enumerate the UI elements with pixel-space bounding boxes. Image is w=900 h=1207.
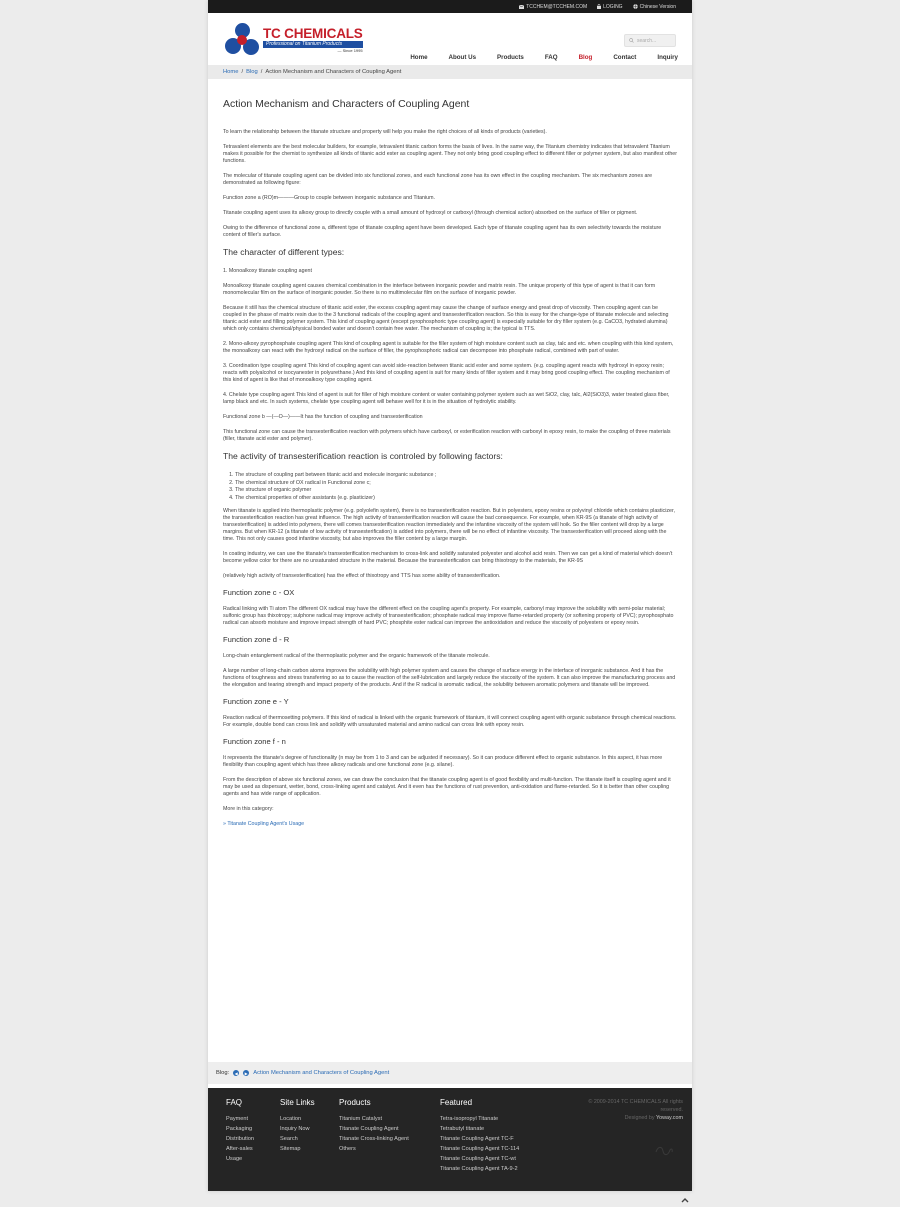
breadcrumb-blog[interactable]: Blog — [246, 69, 258, 75]
footer-heading: FAQ — [226, 1098, 243, 1107]
footer-link[interactable]: Sitemap — [280, 1146, 301, 1152]
list-item: 3. The structure of organic polymer — [235, 487, 677, 495]
factor-list — [235, 472, 677, 502]
paragraph: Function zone a (RO)m———Group to couple between inorganic substance and Titanium. — [223, 195, 435, 201]
email-link[interactable] — [519, 4, 587, 10]
paragraph: (relatively high activity of transesterification) has the effect of thixotropy and TTS has some ability of transesterification. — [223, 573, 501, 580]
email-text: TCCHEM@TCCHEM.COM — [526, 3, 588, 10]
section-heading: The activity of transesterification reaction is controled by following factors: — [223, 451, 503, 461]
nav-contact[interactable]: Contact — [613, 54, 637, 61]
paragraph: When titanate is applied into thermoplastic polymer (e.g. polyolefin system), there is no transesterification reaction. But in polyesters, epoxy resins or polyvinyl chloride which contains plasticizer, the transesterification reaction has great influence. The high activity of transesterification reaction will cause the bad consequence. For example, when KR-9S (a titanate of high activity of transesterification) is added into polymers, there will comes transesterification reaction immediately and the infantine viscosity of the system will hoik. So the filler content will drop by a large margins. But when KR-12 (a titanate of low activity of transesterification) is added into polymers, there will be no effect of infantine viscosity. The transesterification will proceed along with the time. This not only causes good infantine viscosity, but also improves the filler content by a large margin. — [223, 508, 675, 543]
article-body — [208, 79, 692, 828]
footer-link[interactable]: Others — [339, 1146, 356, 1152]
previous-icon[interactable]: ◀ — [234, 1070, 238, 1076]
copyright-text: © 2009-2014 TC CHEMICALS All rights reserved. — [588, 1099, 683, 1113]
footer-link[interactable]: Packaging — [226, 1126, 253, 1132]
paragraph: Long-chain entanglement radical of the thermoplastic polymer and the organic framework of the titanate molecule. — [223, 653, 490, 660]
paragraph: Because it still has the chemical structure of titanic acid ester, the excess coupling agent may cause the change of surface energy and great drop of viscosity. Then coupling agent can be coupled in the phase of matrix resin due to the 3 functional radicals of the coupling agent and transesterification reaction. So this is easy for the change-type of titanate molecule and selecting titanic acid ester and filling polymer system. This kind of coupling agent (except pyrophosphoric type coupling agent) is especially suitable for dry filler system (e.g. CaCO3, hydrated alumina) which only contains chemical/physical bonded water and doesn't contain free water. The mechanism of coupling is; the typical is TTS. — [223, 305, 669, 332]
globe-icon — [633, 4, 638, 9]
paragraph: Owing to the difference of functional zone a, different type of titanate coupling agent have been developed. Each type of titanate coupling agent has its own selectivity towards the moisture content of filler's surface. — [223, 225, 662, 238]
main-nav — [389, 54, 678, 61]
mail-icon — [519, 5, 524, 9]
paragraph: 4. Chelate type coupling agent This kind of agent is suit for filler of high moisture content or water containing polymer system such as wet SiO2, clay, talc, Al2(SiO3)3, water treated glass fiber, lamp black and etc. In such systems, chelate type coupling agent will behave well for it is in the situation of hydrolytic stability. — [223, 392, 670, 405]
designed-by-label: Designed by — [624, 1115, 655, 1121]
related-article-link[interactable]: » Titanate Coupling Agent's Usage — [223, 821, 305, 828]
footer-link[interactable]: Distribution — [226, 1136, 254, 1142]
footer-heading: Site Links — [280, 1098, 315, 1107]
site-logo[interactable] — [225, 23, 363, 57]
nav-home[interactable]: Home — [410, 54, 428, 61]
footer-link[interactable]: Tetrabutyl titanate — [440, 1126, 485, 1132]
blogbar-current-link[interactable]: Action Mechanism and Characters of Coupling Agent — [253, 1070, 390, 1076]
logo-mark-icon — [225, 23, 261, 57]
nav-blog[interactable]: Blog — [578, 54, 593, 61]
paragraph: To learn the relationship between the titanate structure and property will help you make the right choices of all kinds of products (varieties). — [223, 129, 547, 135]
blog-navigation-bar — [208, 1062, 692, 1084]
subsection-heading: Function zone f - n — [223, 737, 286, 747]
footer-link[interactable]: Titanium Catalyst — [339, 1116, 383, 1122]
footer-faq-column — [226, 1098, 254, 1164]
site-footer — [208, 1088, 692, 1191]
footer-copyright — [573, 1098, 683, 1122]
paragraph: Functional zone b —(—O—)——It has the function of coupling and transesterification — [223, 414, 423, 420]
footer-link[interactable]: Titanate Coupling Agent TC-F — [440, 1136, 514, 1142]
paragraph: 3. Coordination type coupling agent This kind of coupling agent can avoid side-reaction between titanic acid ester and some system. (e.g. coupling agent reacts with hydroxyl in epoxy resin; reacts with polyalcohol or isocyanester in polyurethane.) And this kind of coupling agent is suit for many kinds of filler system and it may bring good coupling effect. The coupling mechanism of this kind of agent is like that of monoalkoxy type coupling agent. — [223, 363, 670, 383]
designer-link[interactable]: Yoway.com — [656, 1115, 683, 1121]
footer-link[interactable]: After-sales — [226, 1146, 253, 1152]
footer-link[interactable]: Titanate Coupling Agent TC-114 — [440, 1146, 520, 1152]
blogbar-label: Blog: — [216, 1070, 230, 1076]
paragraph: Monoalkoxy titanate coupling agent causes chemical combination in the interface between inorganic powder and matrix resin. The unique property of this type of agent is that it can form monomolecular film on the surface of inorganic powder. So there is no multimolecular film on the surface of inorganic powder. — [223, 283, 656, 296]
paragraph: In coating industry, we can use the titanate's transesterification mechanism to cross-link and solidify saturated polyester and alcohol acid resin. Then we can get a kind of material which doesn't become yellow color for there are no unsaturated structure in the material. Because the transesterification can bring thixotropy to the materials, the KR-9S — [223, 551, 673, 565]
list-item: 2. The chemical structure of OX radical in Functional zone c; — [235, 480, 677, 488]
top-bar — [208, 0, 692, 13]
section-heading: The character of different types: — [223, 247, 345, 257]
page-wrapper — [208, 0, 692, 1191]
nav-faq[interactable]: FAQ — [544, 54, 558, 61]
subsection-heading: Function zone d - R — [223, 635, 290, 645]
paragraph: A large number of long-chain carbon atoms improves the solubility with high polymer system and causes the change of surface energy in the interface of inorganic substance. And it has the functions of toughness and stress transferring so as to cause the reaction of the self-lubrication and largely reduce the viscosity of the system. It can also improve the manufacturing process and the elongation and tearing strength and impact property of the products. And if the R radical is aromatic radical, the solubility between aromatic polymers and titanate will be improved. — [223, 668, 676, 689]
paragraph: Reaction radical of thermosetting polymers. If this kind of radical is linked with the organic framework of titanium, it will connect coupling agent with organic substance through chemical reactions. For example, double bond can cross link and solidify with unsaturated material and amino radical can cross link with epoxy resin. — [223, 715, 677, 729]
footer-link[interactable]: Titanate Cross-linking Agent — [339, 1136, 409, 1142]
footer-link[interactable]: Titanate Coupling Agent TC-wt — [440, 1156, 516, 1162]
login-text: LOGING — [603, 3, 623, 10]
footer-link[interactable]: Tetra-isopropyl Titanate — [440, 1116, 499, 1122]
next-icon[interactable]: ▶ — [244, 1070, 248, 1076]
breadcrumb-home[interactable]: Home — [223, 69, 239, 75]
search-icon — [629, 38, 634, 43]
footer-link[interactable]: Titanate Coupling Agent — [339, 1126, 399, 1132]
paragraph: Tetravalent elements are the best molecular builders, for example, tetravalent titanic carbon forms the basis of lives. In the same way, the Titanium chemistry indicates that tetravalent Titanium makes it possible for the chemist to synthesize all kinds of titanic acid ester as coupling agent. They not only bring good coupling effect to different filler or polymer system, but also manifest other functions. — [223, 144, 678, 164]
paragraph: Titanate coupling agent uses its alkoxy group to directly couple with a small amount of hydroxyl or carboxyl (through chemical action) absorbed on the surface of filler or pigment. — [223, 210, 638, 216]
language-text: Chinese Version — [639, 3, 676, 10]
paragraph: Radical linking with Ti atom The different OX radical may have the different effect on the coupling agent's property. For example, carbonyl may improve the solubility with semi-polar material; sulfonic group has thixotropy; sulphone radical may improve activity of transesterification; phosphate radical may improve flame-retarded property (or softening property of PVC); pyrophosphato radical can absorb moisture and improve impact strength of hard PVC; phosphite ester radical can improve the antioxidation and reduce the viscosity of polyesters or epoxy resin. — [223, 606, 674, 627]
footer-link[interactable]: Search — [280, 1136, 298, 1142]
site-header — [208, 13, 692, 65]
brand-name: TC CHEMICALS — [263, 25, 363, 41]
brand-tagline: Professional on Titanium Products — [263, 41, 363, 48]
footer-link[interactable]: Usage — [226, 1156, 243, 1162]
list-item: 4. The chemical properties of other assistants (e.g. plasticizer) — [235, 495, 677, 503]
subsection-heading: Function zone e - Y — [223, 697, 289, 707]
login-link[interactable] — [597, 4, 622, 10]
footer-link[interactable]: Titanate Coupling Agent TA-9-2 — [440, 1166, 518, 1172]
breadcrumb-current: Action Mechanism and Characters of Coupling Agent — [265, 69, 402, 75]
nav-about-us[interactable]: About Us — [448, 54, 477, 61]
search-placeholder: search... — [637, 37, 657, 44]
page-title: Action Mechanism and Characters of Coupling Agent — [223, 98, 470, 110]
paragraph: From the description of above six functional zones, we can draw the conclusion that the titanate coupling agent is of good flexibility and multi-function. The titanate itself is coupling agent and it may be used as dispersant, wetter, bond, cross-linking agent and catalyst. And it even has the functions of rust prevention, anti-oxidation and flame-retarded. So it is better than other coupling agents and has wide range of application. — [223, 777, 671, 798]
breadcrumb: Home / Blog / Action Mechanism and Characters of Coupling Agent — [208, 65, 692, 79]
nav-products[interactable]: Products — [497, 54, 524, 61]
footer-products-column — [339, 1098, 409, 1154]
footer-featured-column — [440, 1098, 519, 1174]
footer-logo-icon — [654, 1144, 674, 1158]
footer-sitelinks-column — [280, 1098, 315, 1154]
back-to-top-icon[interactable] — [680, 1196, 690, 1204]
list-item: 1. The structure of coupling part between titanic acid and molecule inorganic substance ; — [235, 472, 677, 480]
subsection-heading: Function zone c - OX — [223, 588, 295, 598]
more-in-category-label: More in this category: — [223, 806, 274, 813]
footer-link[interactable]: Payment — [226, 1116, 249, 1122]
footer-heading: Featured — [440, 1098, 473, 1107]
paragraph: 1. Monoalkoxy titanate coupling agent — [223, 268, 312, 274]
search-input[interactable] — [624, 34, 676, 47]
lock-icon — [597, 4, 601, 9]
paragraph: This functional zone can cause the transesterification reaction with polymers which have carboxyl, or esterification reaction with carboxyl in epoxy resin, to make the coupling of three materials (filler, titanate acid ester and polymer). — [223, 429, 671, 442]
language-link[interactable] — [633, 4, 676, 10]
footer-link[interactable]: Inquiry Now — [280, 1126, 310, 1132]
brand-since: — Since 1995 — [337, 47, 363, 53]
paragraph: The molecular of titanate coupling agent can be divided into six functional zones, and each functional zone has its own effect in the coupling mechanism. The six mechanism zones are demonstrated as following figure: — [223, 173, 653, 186]
footer-link[interactable]: Location — [280, 1116, 302, 1122]
footer-heading: Products — [339, 1098, 371, 1107]
paragraph: It represents the titanate's degree of functionality (n may be from 1 to 3 and can be adjusted if necessary). So it can produce different effect to organic substance. In this aspect, it has more flexibility than coupling agent which has three alkoxy radicals and one functional zone (e.g. silane). — [223, 755, 663, 769]
nav-inquiry[interactable]: Inquiry — [657, 54, 678, 61]
paragraph: 2. Mono-alkoxy pyrophosphate coupling agent This kind of coupling agent is suitable for the filler system of high moisture content such as clay, talc and etc. when coupling with this kind system, the monoalkoxy can react with the hydroxyl radical on the surface of filler, the pyrophosphoric radical can decompose into phosphate radical, combined with part of water. — [223, 341, 674, 354]
